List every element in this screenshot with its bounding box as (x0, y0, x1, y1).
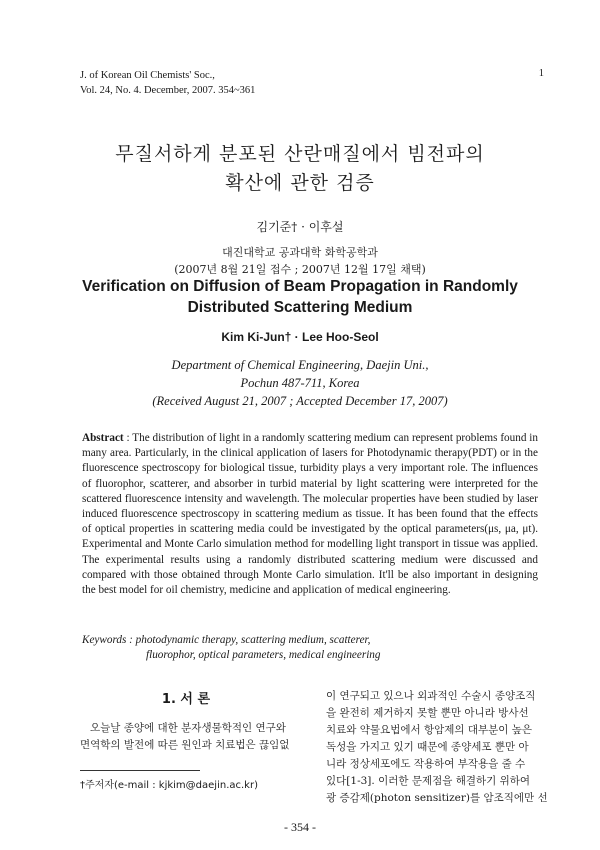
abstract-text: : The distribution of light in a randomly scattering medium can represent problems found in many area. Particularly, in the clinical application of lasers for Photodynamic therapy(PDT) or in the fluorescence spectroscopy for biological tissue, turbidity plays a very important role. The influences of fluorophor, scatterer, and absorber in turbid material by light scattering were interpreted for the scattered fluorescence intensity and wavelength. The molecular properties have been studied by laser induced fluorescence spectroscopy in scattering medium as tissue. It has been found that the effects of optical properties in scattering media could be investigated by the optical parameters(μs, μa, μt). Experimental and Monte Carlo simulation method for modelling light transport in tissue was applied. The experimental results using a randomly distributed scattering medium were discussed and compared with those obtained through Monte Carlo simulation. It'll be also important in designing the best model for oil chemistry, medicine and application of medical engineering. (82, 432, 538, 597)
intro-right-line-7: 광 증감제(photon sensitizer)를 암조직에만 선 (326, 792, 548, 804)
korean-title-line-2: 확산에 관한 검증 (225, 172, 375, 194)
english-title (0, 276, 600, 318)
journal-citation (80, 68, 255, 98)
intro-left-line-2: 면역학의 발전에 따른 원인과 치료법은 끊임없 (80, 739, 290, 751)
keywords (82, 633, 381, 663)
english-title-line-2: Distributed Scattering Medium (187, 299, 413, 316)
intro-left-line-1: 오늘날 종양에 대한 분자생물학적인 연구와 (90, 722, 286, 734)
korean-authors: 김기준† · 이후설 (256, 220, 344, 234)
korean-affiliation (0, 244, 600, 278)
footnote-divider (80, 770, 200, 771)
keywords-line-1: Keywords : photodynamic therapy, scattering medium, scatterer, (82, 634, 371, 646)
intro-right-line-5: 니라 정상세포에도 작용하여 부작용을 줄 수 (326, 758, 526, 770)
english-affiliation-line-2: Pochun 487-711, Korea (240, 376, 360, 390)
intro-right-line-6: 있다[1-3]. 이러한 문제점을 해결하기 위하여 (326, 775, 531, 787)
footnote: †주저자(e-mail : kjkim@daejin.ac.kr) (80, 780, 258, 791)
abstract (82, 431, 538, 598)
journal-name: J. of Korean Oil Chemists' Soc., (80, 70, 215, 81)
intro-left-column (80, 720, 312, 754)
korean-dates: (2007년 8월 21일 접수 ; 2007년 12월 17일 채택) (174, 263, 426, 276)
korean-title-line-1: 무질서하게 분포된 산란매질에서 빔전파의 (115, 143, 485, 165)
english-dates: (Received August 21, 2007 ; Accepted December 17, 2007) (152, 394, 448, 408)
intro-right-line-2: 을 완전히 제거하지 못할 뿐만 아니라 방사선 (326, 707, 529, 719)
page-number-top: 1 (538, 68, 544, 79)
english-affiliation (0, 356, 600, 410)
keywords-line-2: fluorophor, optical parameters, medical engineering (146, 649, 381, 661)
section-heading: 1. 서 론 (161, 692, 211, 707)
intro-right-line-3: 치료와 약물요법에서 항암제의 대부분이 높은 (326, 724, 533, 736)
english-authors: Kim Ki-Jun† · Lee Hoo-Seol (221, 330, 379, 344)
korean-affiliation-name: 대진대학교 공과대학 화학공학과 (222, 246, 378, 259)
page-footer: - 354 - (284, 820, 316, 834)
intro-right-line-1: 이 연구되고 있으나 외과적인 수술시 종양조직 (326, 690, 536, 702)
english-affiliation-line-1: Department of Chemical Engineering, Daejin Uni., (171, 358, 429, 372)
journal-volume: Vol. 24, No. 4. December, 2007. 354~361 (80, 85, 256, 96)
abstract-label: Abstract (82, 432, 124, 444)
english-title-line-1: Verification on Diffusion of Beam Propagation in Randomly (82, 278, 518, 295)
korean-title (0, 140, 600, 198)
intro-right-column (326, 688, 548, 807)
intro-right-line-4: 독성을 가지고 있기 때문에 종양세포 뿐만 아 (326, 741, 529, 753)
